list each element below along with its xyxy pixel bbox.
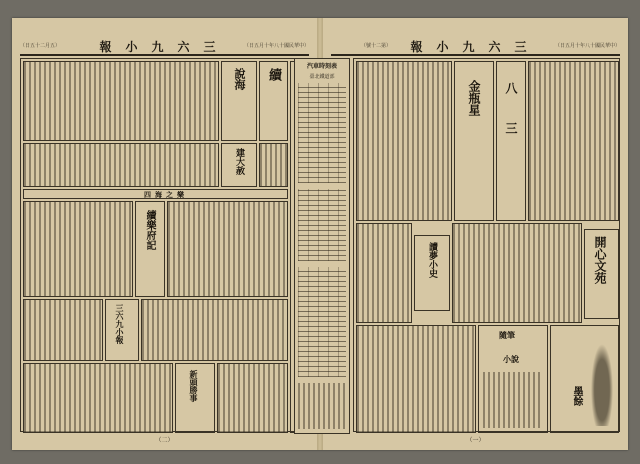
- left-page: [12, 18, 317, 450]
- article-block: [23, 143, 219, 187]
- right-content: [353, 58, 620, 432]
- jiujiu-box: [175, 363, 215, 433]
- article-block: [528, 61, 619, 221]
- newspaper-sheet: [12, 18, 628, 450]
- suibi-heading: 隨筆: [499, 330, 515, 340]
- right-masthead: [331, 38, 620, 56]
- right-masthead-title: 報小九六三: [410, 40, 541, 54]
- article-block: [141, 299, 288, 361]
- timetable-title: 汽車時刻表: [306, 63, 337, 70]
- left-masthead: [20, 38, 309, 56]
- article-block: [452, 223, 582, 323]
- left-masthead-date-right: （日五月十年八十國民華中）: [243, 43, 309, 49]
- section-strip-heading: 四海之樂: [144, 190, 188, 199]
- shuohai-column: [221, 61, 257, 141]
- article-block: [356, 325, 476, 433]
- jinfeixing-box: [454, 61, 494, 221]
- guanxin-heading: 開心文苑: [593, 236, 607, 284]
- timetable-subtitle: 臺北鐵道部: [309, 74, 335, 80]
- left-content: [20, 58, 309, 432]
- right-page-number: （一）: [466, 437, 485, 444]
- jiantaifu-box: [221, 143, 257, 187]
- baba-box: [496, 61, 526, 221]
- left-masthead-date-left: （日五十二月五）: [20, 43, 61, 49]
- article-block: [167, 201, 288, 297]
- right-masthead-date: （日五月十年八十國民華中）: [554, 43, 620, 49]
- article-block: [23, 61, 219, 141]
- article-block: [217, 363, 288, 433]
- moyu-box: [550, 325, 619, 433]
- left-masthead-title: 報小九六三: [99, 40, 230, 54]
- left-page-number: （二）: [155, 437, 174, 444]
- suibi-box: [478, 325, 548, 433]
- right-masthead-issue: （號十二第）: [361, 43, 392, 49]
- jiujiu-heading: 新頭勝事: [189, 370, 199, 402]
- sansan-heading: 三: [504, 122, 518, 134]
- dushi-heading: 讀夢小史: [427, 242, 437, 278]
- sanliu-heading: 三六九小報: [115, 304, 125, 344]
- article-block: [356, 61, 452, 221]
- dushi-box: [414, 235, 450, 311]
- moyu-heading: 墨餘: [571, 386, 582, 406]
- article-block: [259, 143, 288, 187]
- sanliu-box: [105, 299, 139, 361]
- article-block: [23, 299, 103, 361]
- yuefu-box: [135, 201, 165, 297]
- suibi-text: [483, 372, 543, 428]
- right-page: [323, 18, 628, 450]
- jinfeixing-heading: 金瓶星: [467, 80, 481, 116]
- feature-title-box: [259, 61, 288, 141]
- article-block: [23, 201, 133, 297]
- guanxin-box: [584, 229, 619, 319]
- feature-heading: 續: [266, 68, 281, 81]
- baba-heading: 八: [504, 82, 518, 94]
- xiaoshuo-heading: 小說: [503, 354, 519, 364]
- article-block: [356, 223, 412, 323]
- shuohai-heading: 說海: [233, 68, 246, 90]
- ink-illustration: [589, 336, 615, 426]
- article-block: [23, 363, 173, 433]
- yuefu-heading: 續樂府記: [144, 210, 155, 250]
- section-strip: [23, 189, 288, 199]
- jiantaifu-heading: 建大赦: [234, 148, 244, 175]
